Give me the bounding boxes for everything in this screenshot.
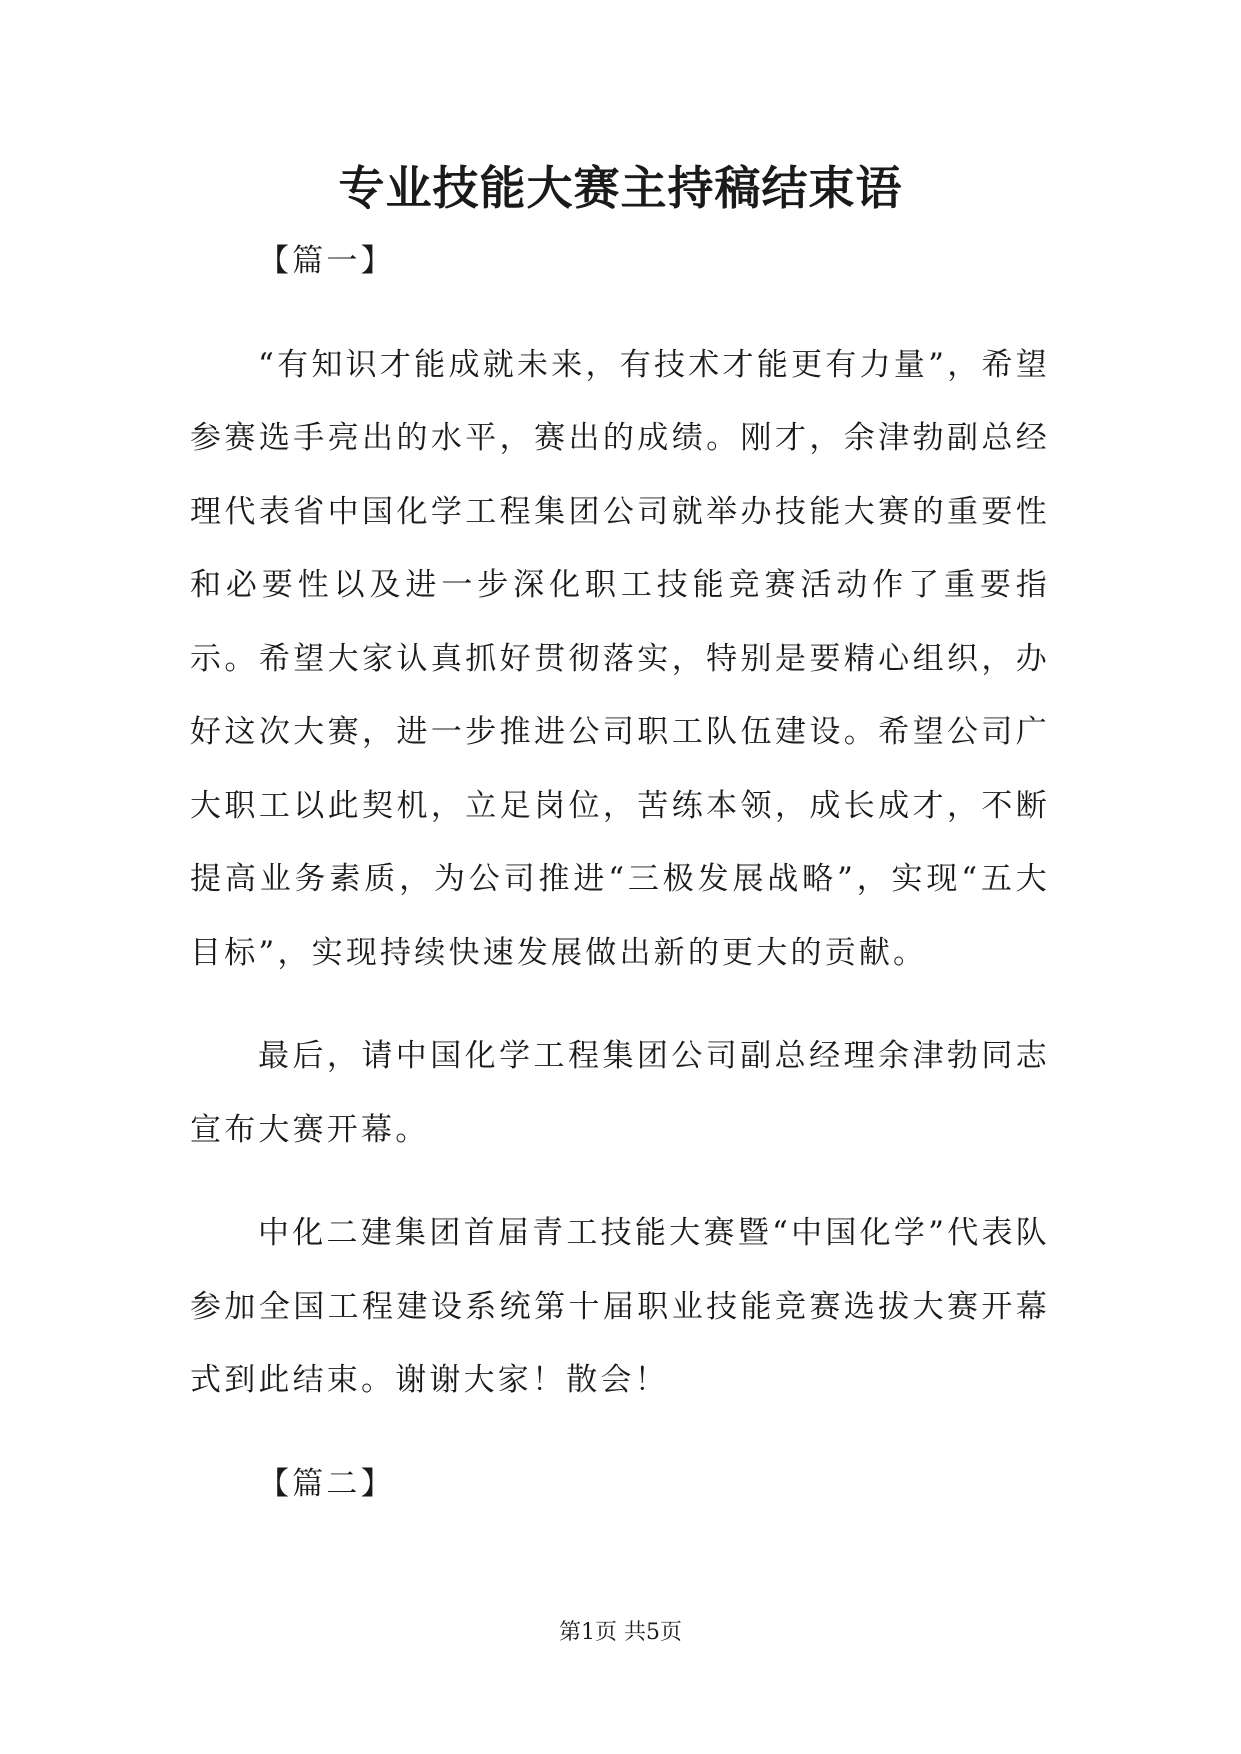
paragraph-3: 中化二建集团首届青工技能大赛暨“中国化学”代表队参加全国工程建设系统第十届职业技能竞赛选拔大赛开幕式到此结束。谢谢大家！散会！ [190, 1215, 1050, 1398]
paragraph-1: “有知识才能成就未来，有技术才能更有力量”，希望参赛选手亮出的水平，赛出的成绩。刚才，余津勃副总经理代表省中国化学工程集团公司就举办技能大赛的重要性和必要性以及进一步深化职工技能竞赛活动作了重要指示。希望大家认真抓好贯彻落实，特别是要精心组织，办好这次大赛，进一步推进公司职工队伍建设。希望公司广大职工以此契机，立足岗位，苦练本领，成长成才，不断提高业务素质，为公司推进“三极发展战略”，实现“五大目标”，实现持续快速发展做出新的更大的贡献。 [190, 346, 1050, 971]
paragraph-2: 最后，请中国化学工程集团公司副总经理余津勃同志宣布大赛开幕。 [190, 1038, 1050, 1148]
section-heading-2: 【篇二】 [258, 1465, 395, 1502]
section-heading-1: 【篇一】 [258, 243, 395, 279]
document-body [190, 225, 1050, 1551]
page-number-footer: 第1页 共5页 [559, 1620, 682, 1645]
document-title: 专业技能大赛主持稿结束语 [338, 161, 903, 215]
